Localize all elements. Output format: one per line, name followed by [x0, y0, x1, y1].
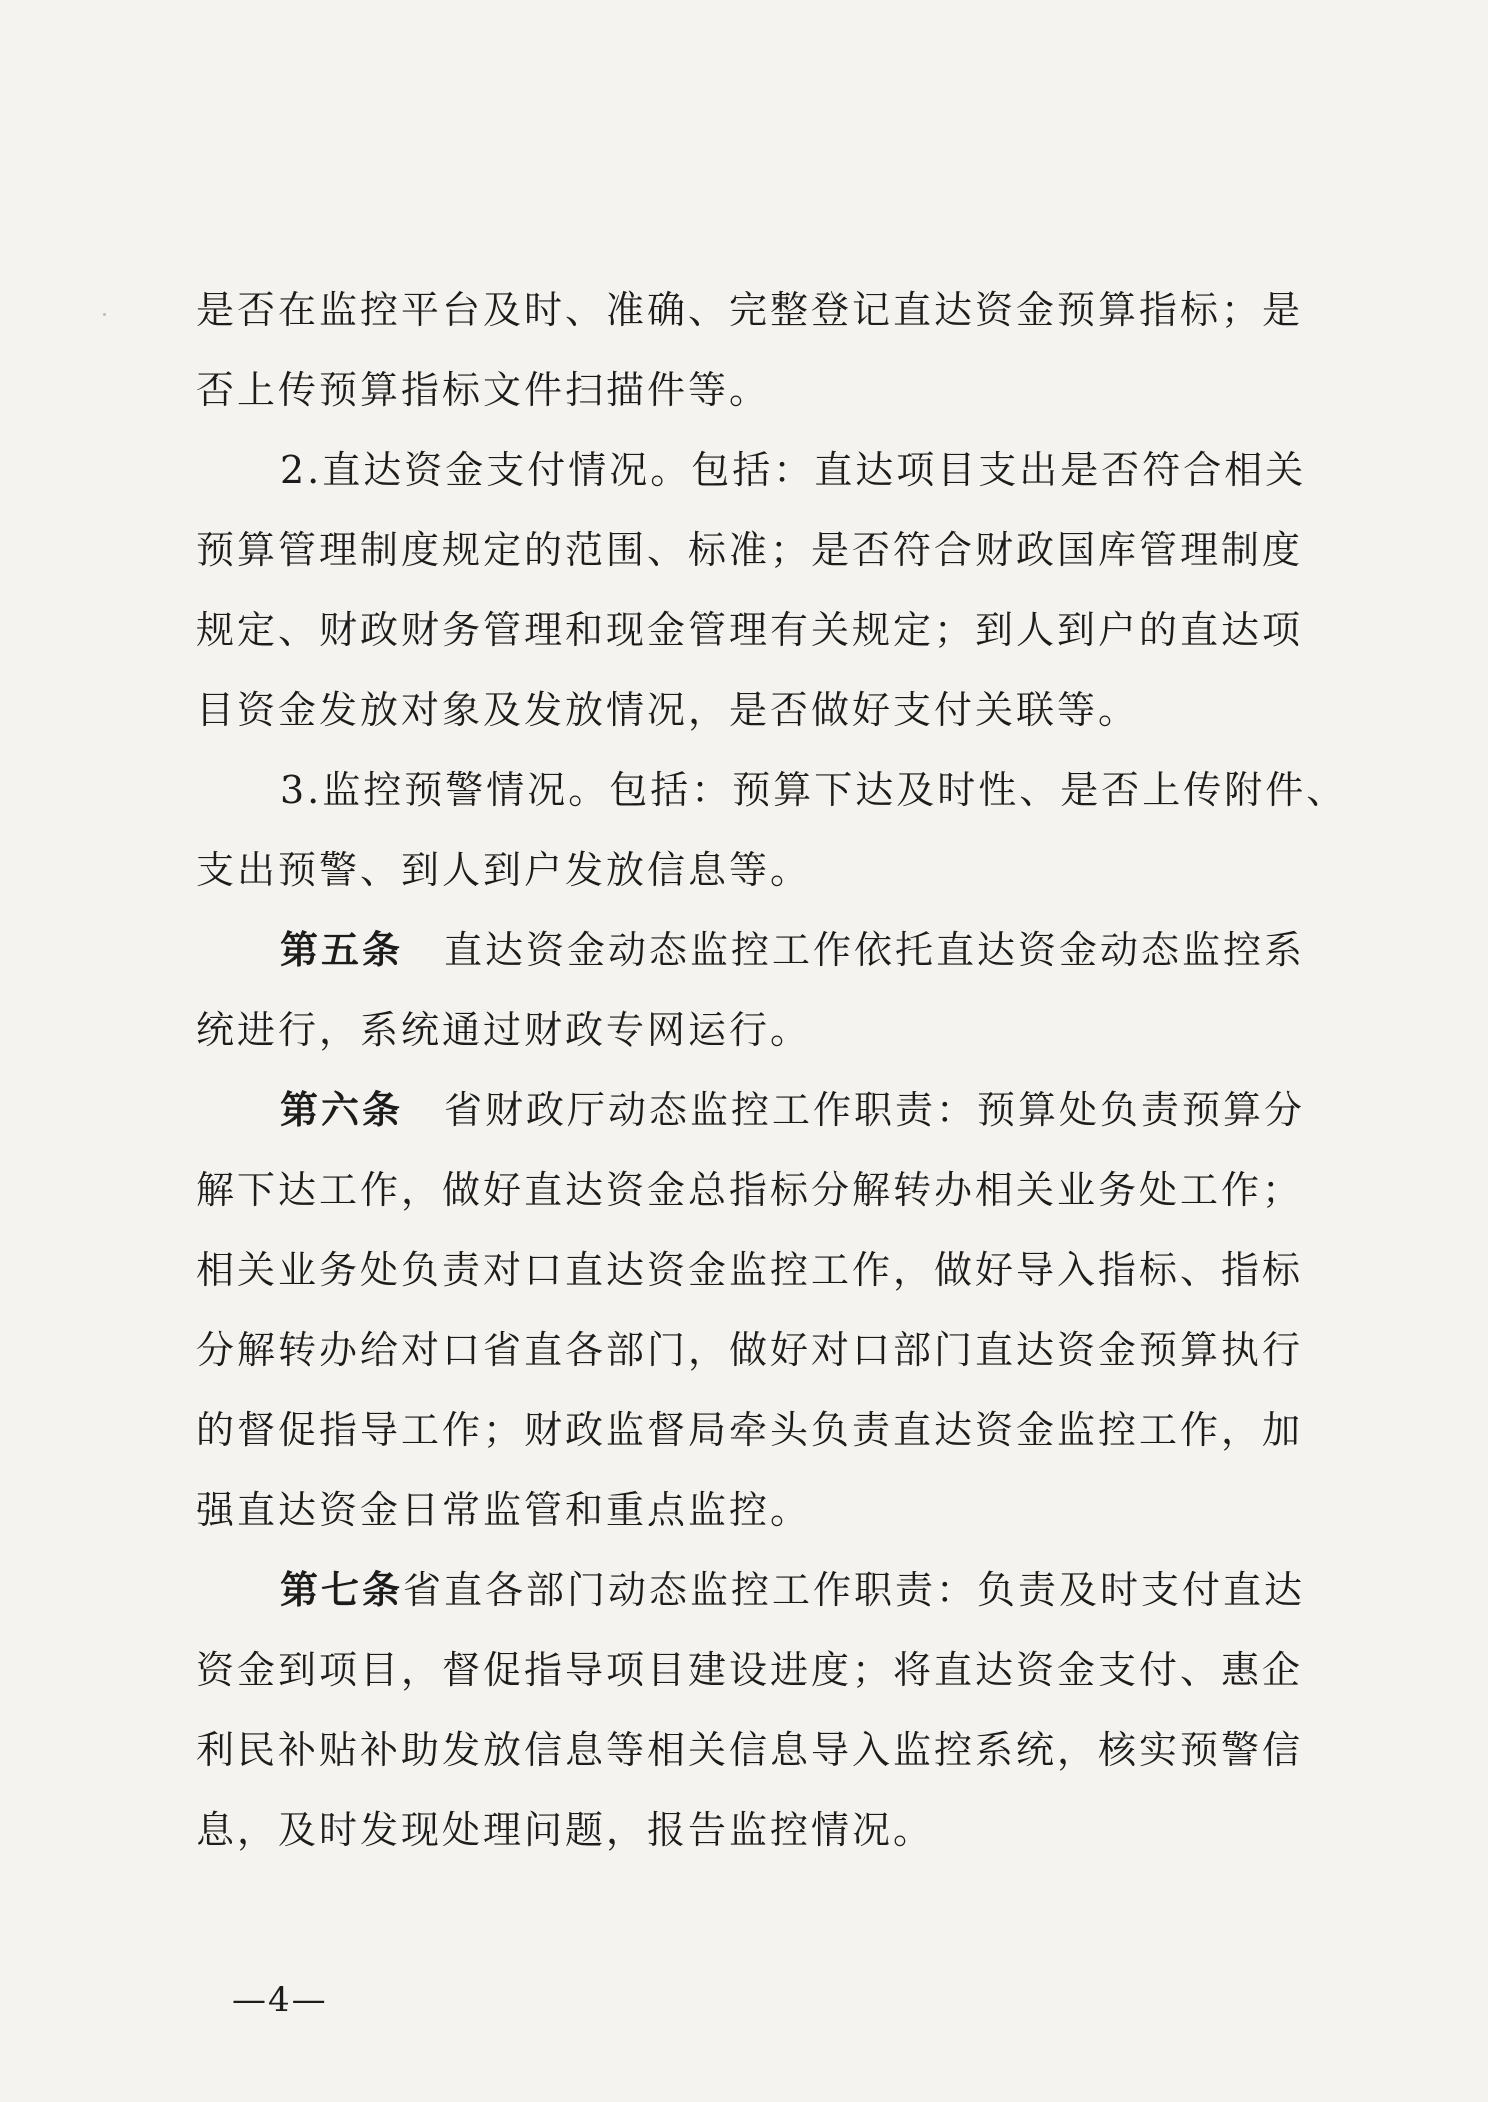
text-line: 强直达资金日常监管和重点监控。 [196, 1488, 812, 1532]
article-7-heading: 第七条 [280, 1567, 404, 1612]
article-6-heading: 第六条 [280, 1087, 404, 1132]
text-body [196, 270, 1348, 1870]
scan-artifact [103, 313, 106, 316]
text-line: 相关业务处负责对口直达资金监控工作，做好导入指标、指标 [196, 1248, 1304, 1292]
article-7-line: 第七条省直各部门动态监控工作职责：负责及时支付直达 [280, 1567, 1306, 1612]
text-line: 解下达工作，做好直达资金总指标分解转办相关业务处工作； [196, 1168, 1304, 1212]
item-2-line: 2.直达资金支付情况。包括：直达项目支出是否符合相关 [280, 448, 1307, 492]
text-line: 规定、财政财务管理和现金管理有关规定；到人到户的直达项 [196, 608, 1304, 652]
text-line: 统进行，系统通过财政专网运行。 [196, 1008, 812, 1052]
text-line: 是否在监控平台及时、准确、完整登记直达资金预算指标；是 [196, 288, 1304, 332]
text-line: 目资金发放对象及发放情况，是否做好支付关联等。 [196, 688, 1140, 732]
page-number: —4— [232, 1980, 328, 2020]
text-line: 的督促指导工作；财政监督局牵头负责直达资金监控工作，加 [196, 1408, 1304, 1452]
text-line: 否上传预算指标文件扫描件等。 [196, 368, 771, 412]
article-5-heading: 第五条 [280, 927, 404, 972]
text-line: 分解转办给对口省直各部门，做好对口部门直达资金预算执行 [196, 1328, 1304, 1372]
article-5-line: 第五条 直达资金动态监控工作依托直达资金动态监控系 [280, 927, 1306, 972]
article-6-line: 第六条 省财政厅动态监控工作职责：预算处负责预算分 [280, 1087, 1306, 1132]
text-line: 利民补贴补助发放信息等相关信息导入监控系统，核实预警信 [196, 1728, 1304, 1772]
text-line: 资金到项目，督促指导项目建设进度；将直达资金支付、惠企 [196, 1648, 1304, 1692]
item-3-line: 3.监控预警情况。包括：预算下达及时性、是否上传附件、 [280, 768, 1348, 812]
text-line: 息，及时发现处理问题，报告监控情况。 [196, 1808, 935, 1852]
text-line: 支出预警、到人到户发放信息等。 [196, 848, 812, 892]
text-line: 预算管理制度规定的范围、标准；是否符合财政国库管理制度 [196, 528, 1304, 572]
